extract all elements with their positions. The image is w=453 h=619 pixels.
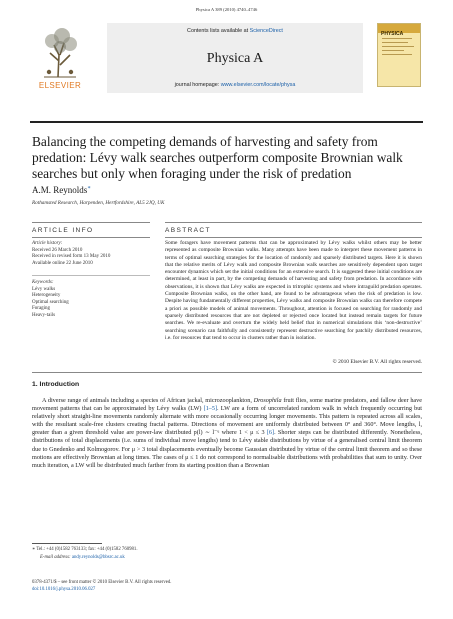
intro-species: Drosophila [253, 397, 282, 404]
footnote-mark: ∗ [32, 547, 36, 552]
intro-text: . LW are a form of uncorrelated random walk in which frequently occurring but relatively short straight-line movements randomly alternate with more occasionally occurring longer movements. This pattern is repeated across all scales, with the resultant scale-free clusters creating fractal patterns. Directions of movement are uniformly distributed between 0° and 360°. Move lengths, l, greater than a given threshold value are power-law distributed p(l) ∼ l⁻ᵘ where 1 < μ ≤ 3 [32, 405, 423, 437]
abstract-rule-bottom [32, 372, 422, 373]
author-footnote-mark[interactable]: ∗ [87, 185, 92, 191]
article-title: Balancing the competing demands of harvesting and safety from predation: Lévy walk searches outperform composite Brownian walk searches but only when foraging under the risk of predation [32, 134, 403, 181]
masthead-rule [30, 121, 423, 123]
footnote-rule [32, 543, 102, 544]
keywords-label: Keywords: [32, 280, 54, 285]
author-name: A.M. Reynolds [32, 185, 88, 195]
keyword: Heterogeneity [32, 293, 61, 298]
history-online: Available online 22 June 2010 [32, 260, 93, 266]
journal-cover-thumbnail [377, 23, 421, 87]
abstract-rule-mid [165, 237, 422, 238]
keyword: Foraging [32, 306, 51, 311]
cover-line [382, 46, 414, 47]
article-history [32, 241, 150, 267]
article-info-heading: ARTICLE INFO [32, 227, 94, 234]
introduction-paragraph [32, 397, 422, 470]
info-rule-keywords [32, 275, 150, 276]
publisher-name: ELSEVIER [38, 81, 82, 90]
intro-text: . Shorter steps can be distributed differently. Nonetheless, distributions of total displacements (i.e. sums of individual move lengths) tend to Lévy stable distributions by virtue of a generalised central limit theorem due to Gnedenko and Kolmogorov. For μ > 3 total displacements eventually become Gaussian distributed by virtue of the central limit theorem and so these motions are effectively Brownian at long times. The cases of μ ≤ 1 do not correspond to normalisable distributions with probabilities that sum to unity. Over much iteration, a LW will be distributed much farther from its starting position than a Brownian [32, 429, 423, 469]
homepage-line [107, 82, 363, 88]
abstract-copyright: © 2010 Elsevier B.V. All rights reserved. [332, 359, 422, 365]
contents-prefix: Contents lists available at [187, 28, 250, 34]
history-revised: Received in revised form 13 May 2010 [32, 254, 111, 259]
journal-name: Physica A [206, 51, 264, 66]
email-line [40, 555, 125, 560]
info-rule-top [32, 222, 150, 223]
issn-line: 0378-4371/$ – see front matter © 2010 Elsevier B.V. All rights reserved. [32, 580, 172, 585]
info-rule-mid [32, 237, 150, 238]
running-head: Physica A 389 (2010) 4740–4746 [195, 7, 258, 12]
cover-title: PHYSICA [381, 31, 404, 37]
cover-line [382, 38, 412, 39]
doi-line [32, 587, 95, 592]
keyword: Lévy walks [32, 286, 56, 292]
cover-line [382, 54, 412, 55]
history-label: Article history: [32, 241, 63, 246]
citation-link[interactable]: [1–5] [203, 405, 218, 413]
footnote-tel: Tel.: +44 (0)1582 763133; fax: +44 (0)1582 760981. [36, 547, 138, 552]
history-received: Received 26 March 2010 [32, 247, 83, 253]
masthead-center [107, 23, 363, 93]
affiliation: Rothamsted Research, Harpenden, Hertfordshire, AL5 2JQ, UK [32, 200, 165, 206]
email-label: E-mail address: [40, 555, 72, 560]
keywords [32, 280, 150, 319]
contents-line [107, 28, 363, 34]
author-line [32, 185, 91, 195]
cover-line [382, 50, 404, 51]
abstract-rule-top [165, 222, 422, 223]
doi-link[interactable]: doi:10.1016/j.physa.2010.06.027 [32, 587, 96, 592]
keyword: Optimal searching [32, 299, 69, 305]
abstract-text: Some foragers have movement patterns that can be approximated by Lévy walks whilst others may be better represented as composite Brownian walks. Many attempts have been made to interpret these movement patterns in terms of optimal searching strategies for the location of randomly and sparsely distributed targets. Here it is shown that the relative merits of Lévy walk and composite Brownian walk searches are sensitively dependent upon target encounter dynamics which set the initial conditions for an extensive search. It is suggested these initial conditions are determined, at least in part, by the competing demands of harvesting and safety from predation. In accordance with observations, it is shown that Lévy walks are expected in tritrophic systems and where intraguild predation operates. Composite Brownian walks, on the other hand, are found to be advantageous when the risk of predation is low. Despite having fundamentally different properties, Lévy walks and composite Brownian walks can therefore compete a priori as possible models of animal movements. Throughout, attention is focused on searching for randomly and sparsely distributed resources that are not depleted or rejected once located but instead remain targets for future searches. We re-evaluate and overturn the widely held belief that in numerical simulations this ‘non-destructive’ searching scenario can faithfully and consistently represent destructive searching for patchily distributed resources, i.e. for resources that tend to occur in clusters rather than in isolation. [165, 240, 422, 341]
section-heading-introduction: 1. Introduction [32, 381, 80, 388]
cover-line [382, 42, 408, 43]
intro-text: A diverse range of animals including a species of African jackal, microzooplankton, [42, 397, 254, 404]
intro-text: fruit flies, some marine predators, and fallow deer have movement patterns that can be approximated by Lévy walks (LW) [32, 397, 422, 413]
homepage-prefix: journal homepage: [174, 82, 221, 88]
keyword: Heavy-tails [32, 312, 56, 318]
abstract-heading: ABSTRACT [165, 227, 211, 234]
email-link[interactable]: andy.reynolds@bbsrc.ac.uk [71, 555, 125, 560]
tree-icon [40, 25, 80, 79]
journal-masthead [0, 19, 453, 97]
homepage-link[interactable]: www.elsevier.com/locate/physa [220, 82, 296, 88]
citation-link[interactable]: [6] [266, 429, 275, 437]
sciencedirect-link[interactable]: ScienceDirect [249, 28, 283, 34]
author-footnote [32, 547, 138, 552]
